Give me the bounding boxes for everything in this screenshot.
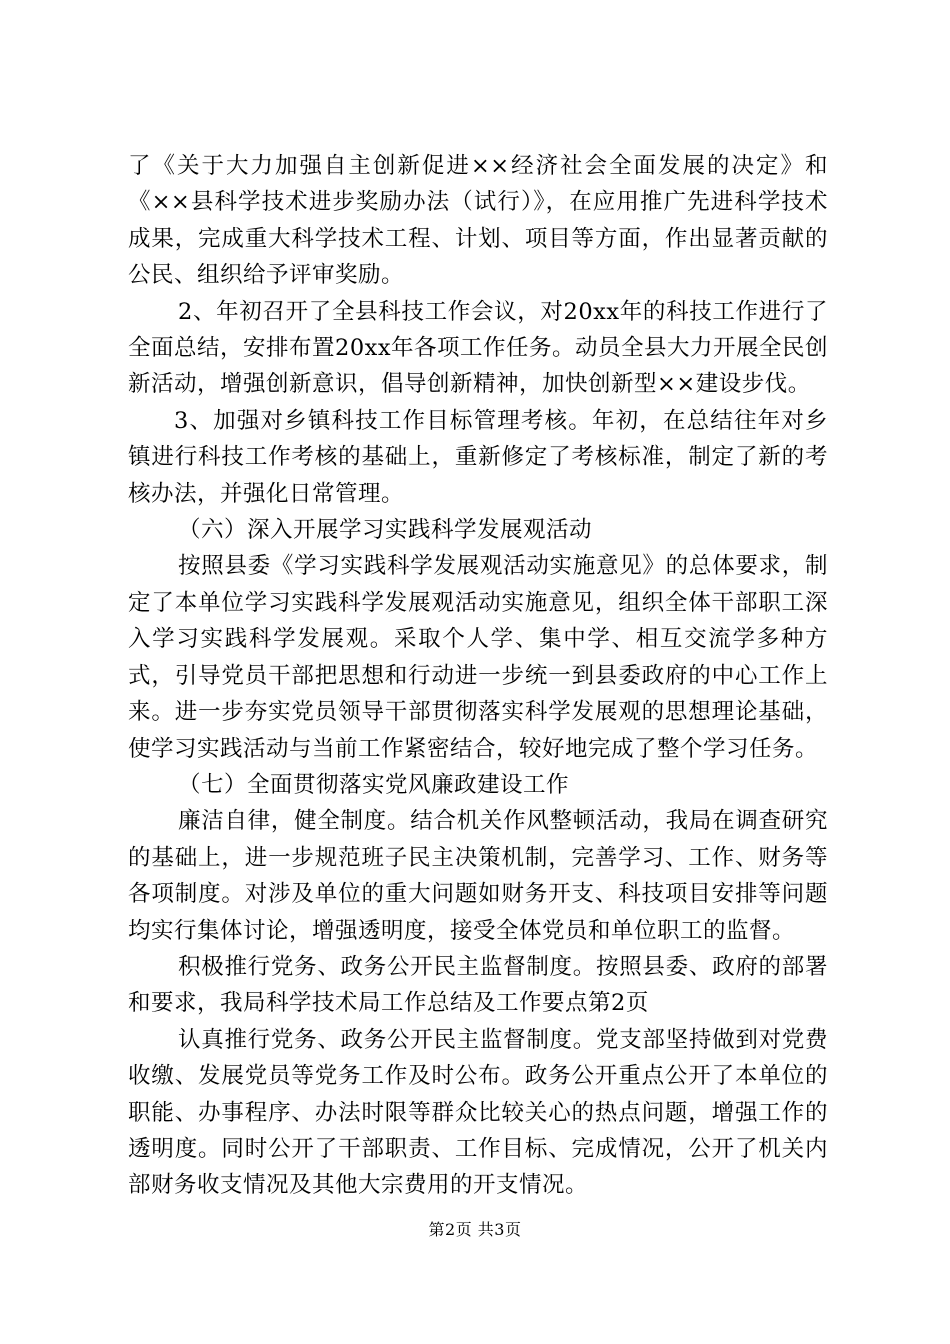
paragraph: 廉洁自律，健全制度。结合机关作风整顿活动，我局在调查研究的基础上，进一步规范班子民主决策机制，完善学习、工作、财务等各项制度。对涉及单位的重大问题如财务开支、科技项目安排等问题均实行集体讨论，增强透明度，接受全体党员和单位职工的监督。 bbox=[128, 808, 828, 944]
section-heading: （六）深入开展学习实践科学发展观活动 bbox=[178, 517, 593, 544]
page-number-footer: 第2页 共3页 bbox=[428, 1220, 522, 1239]
paragraph: 3、加强对乡镇科技工作目标管理考核。年初，在总结往年对乡镇进行科技工作考核的基础上，重新修定了考核标准，制定了新的考核办法，并强化日常管理。 bbox=[128, 407, 828, 507]
document-body bbox=[128, 148, 828, 1204]
paragraph: 2、年初召开了全县科技工作会议，对20xx年的科技工作进行了全面总结，安排布置20xx年各项工作任务。动员全县大力开展全民创新活动，增强创新意识，倡导创新精神，加快创新型××建设步伐。 bbox=[128, 298, 829, 398]
paragraph: 积极推行党务、政务公开民主监督制度。按照县委、政府的部署和要求，我局科学技术局工作总结及工作要点第2页 bbox=[128, 953, 828, 1017]
paragraph: 认真推行党务、政务公开民主监督制度。党支部坚持做到对党费收缴、发展党员等党务工作及时公布。政务公开重点公开了本单位的职能、办事程序、办法时限等群众比较关心的热点问题，增强工作的透明度。同时公开了干部职责、工作目标、完成情况，公开了机关内部财务收支情况及其他大宗费用的开支情况。 bbox=[128, 1026, 828, 1199]
paragraph: 了《关于大力加强自主创新促进××经济社会全面发展的决定》和《××县科学技术进步奖励办法（试行）》，在应用推广先进科学技术成果，完成重大科学技术工程、计划、项目等方面，作出显著贡献的公民、组织给予评审奖励。 bbox=[128, 153, 828, 289]
section-heading: （七）全面贯彻落实党风廉政建设工作 bbox=[178, 771, 570, 798]
paragraph: 按照县委《学习实践科学发展观活动实施意见》的总体要求，制定了本单位学习实践科学发展观活动实施意见，组织全体干部职工深入学习实践科学发展观。采取个人学、集中学、相互交流学多种方式，引导党员干部把思想和行动进一步统一到县委政府的中心工作上来。进一步夯实党员领导干部贯彻落实科学发展观的思想理论基础，使学习实践活动与当前工作紧密结合，较好地完成了整个学习任务。 bbox=[128, 553, 828, 762]
